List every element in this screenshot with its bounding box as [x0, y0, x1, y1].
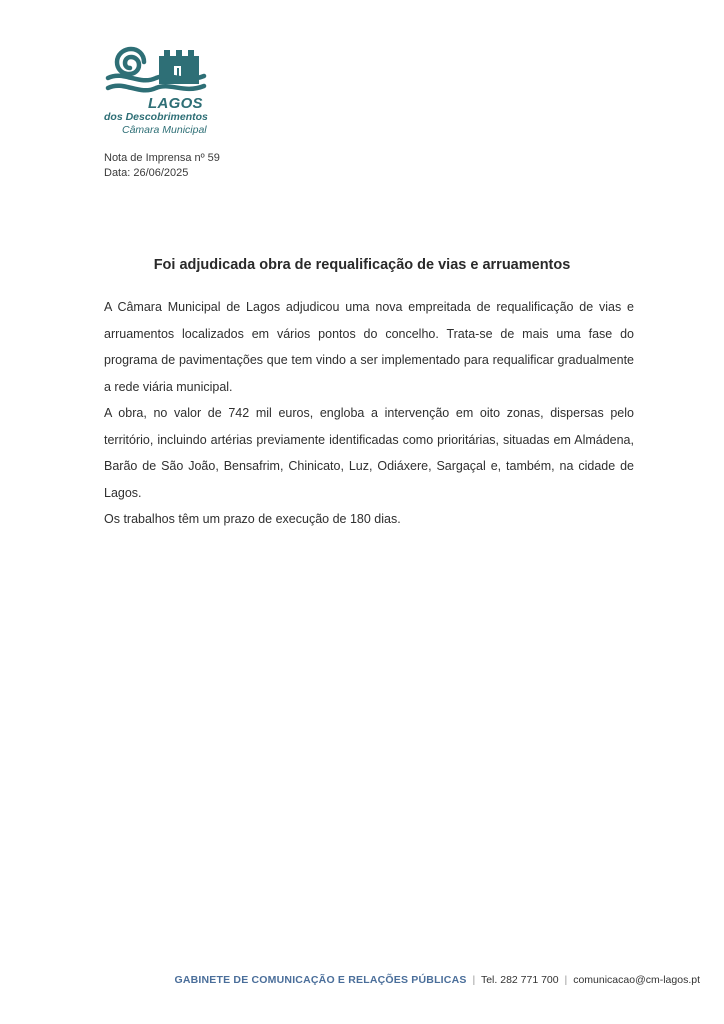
footer-separator: |	[472, 974, 476, 986]
logo-subtitle-2: Câmara Municipal	[122, 124, 207, 136]
footer	[174, 974, 700, 986]
paragraph-3: Os trabalhos têm um prazo de execução de 180 dias.	[104, 512, 401, 526]
paragraph-2: A obra, no valor de 742 mil euros, engloba a intervenção em oito zonas, dispersas pelo território, incluindo artérias previamente identificadas como prioritárias, situadas em Almádena, Barão de São João, Bensafrim, Chinicato, Luz, Odiáxere, Sargaçal e, também, na cidade de Lagos.	[104, 406, 634, 500]
footer-phone: Tel. 282 771 700	[480, 974, 559, 986]
footer-separator-2: |	[564, 974, 568, 986]
document-title: Foi adjudicada obra de requalificação de vias e arruamentos	[153, 257, 571, 273]
lagos-emblem-icon	[104, 40, 214, 102]
paragraph-1: A Câmara Municipal de Lagos adjudicou uma nova empreitada de requalificação de vias e arruamentos localizados em vários pontos do concelho. Trata-se de mais uma fase do programa de pavimentações que tem vindo a ser implementado para requalificar gradualmente a rede viária municipal.	[104, 300, 634, 394]
press-note-number: Nota de Imprensa nº 59	[104, 152, 220, 164]
footer-department: GABINETE DE COMUNICAÇÃO E RELAÇÕES PÚBLICAS	[174, 974, 467, 986]
logo-subtitle: dos Descobrimentos	[104, 111, 208, 123]
document-body	[104, 294, 634, 533]
lagos-logo	[104, 40, 214, 140]
footer-email[interactable]: comunicacao@cm-lagos.pt	[573, 974, 700, 986]
logo-title: LAGOS	[148, 95, 203, 112]
press-date: Data: 26/06/2025	[104, 167, 189, 179]
press-meta	[104, 151, 220, 181]
